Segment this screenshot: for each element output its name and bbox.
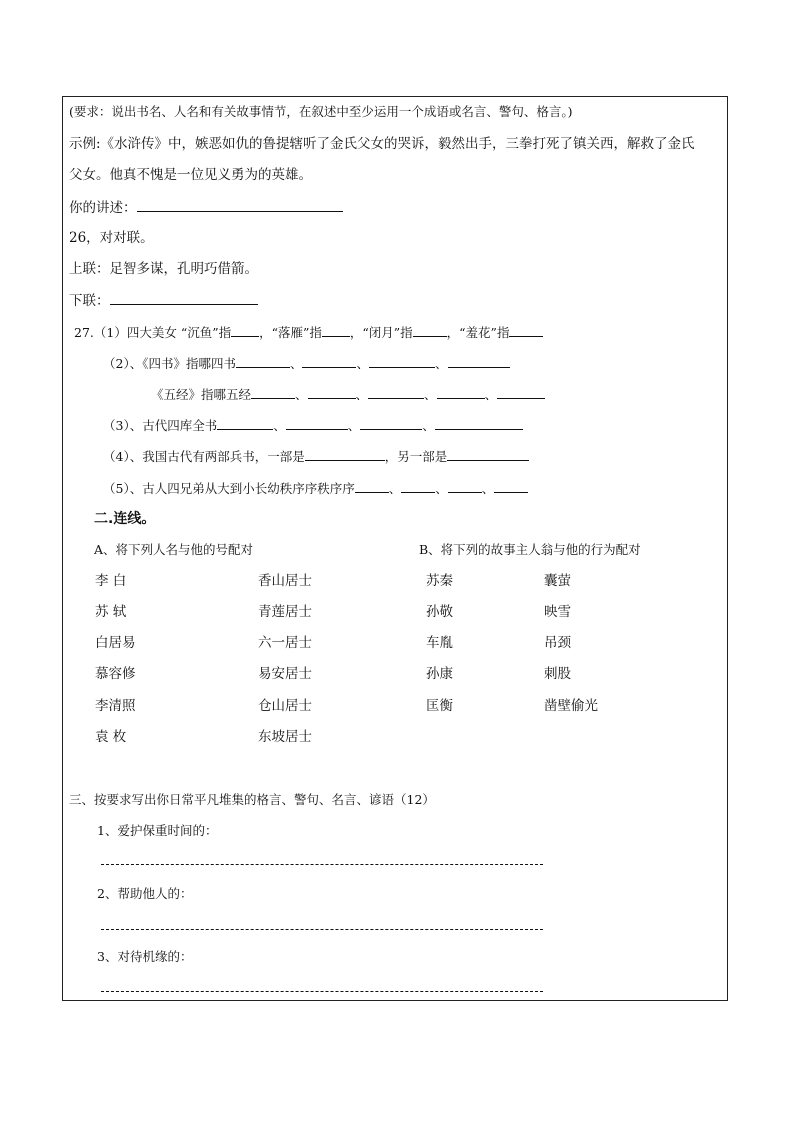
a-title-item[interactable]: 仓山居士 — [258, 698, 312, 714]
a-title-item[interactable]: 香山居士 — [258, 573, 312, 589]
b-person-item[interactable]: 孙敬 — [426, 604, 453, 620]
section-3-q1: 1、爱护保重时间的： — [97, 823, 218, 838]
a-name-item[interactable]: 袁 枚 — [95, 729, 127, 745]
brothers-blank-1[interactable] — [355, 479, 389, 493]
couplet-lower-label: 下联： — [69, 293, 110, 309]
a-title-item[interactable]: 青莲居士 — [258, 604, 312, 620]
section-2b-heading: B、将下列的故事主人翁与他的行为配对 — [419, 542, 641, 557]
four-books-blank-1[interactable] — [236, 354, 290, 368]
four-books-blank-3[interactable] — [369, 354, 435, 368]
q27-line-1 — [74, 323, 543, 342]
brothers-blank-3[interactable] — [448, 479, 482, 493]
q27-line-3: （3）、古代四库全书 、 、 、 — [103, 416, 523, 435]
four-books-label: （2）、《四书》指哪四书 — [103, 356, 236, 371]
b-action-item[interactable]: 吊颈 — [544, 635, 571, 651]
couplet-lower-blank[interactable] — [110, 291, 258, 305]
q27-line-2: （2）、《四书》指哪四书 、 、 、 — [103, 354, 510, 373]
b-person-item[interactable]: 孙康 — [426, 666, 453, 682]
q27-line-4 — [103, 447, 529, 466]
siku-label: （3）、古代四库全书 — [103, 418, 218, 433]
q27-prefix: 27.（1）四大美女 — [74, 325, 177, 340]
q27-xiuhua: ，“羞花”指 — [446, 325, 510, 340]
answer-line-2[interactable] — [101, 929, 543, 930]
b-action-item[interactable]: 映雪 — [544, 604, 571, 620]
answer-line-1[interactable] — [101, 864, 543, 865]
q27-chenyu: “沉鱼”指 — [180, 325, 232, 340]
a-name-item[interactable]: 慕容修 — [95, 666, 136, 682]
four-books-blank-4[interactable] — [448, 354, 510, 368]
a-name-item[interactable]: 李清照 — [95, 698, 136, 714]
b-person-item[interactable]: 车胤 — [426, 635, 453, 651]
b-action-item[interactable]: 凿壁偷光 — [544, 698, 598, 714]
bingshu-blank-2[interactable] — [447, 447, 529, 461]
brothers-blank-4[interactable] — [494, 479, 528, 493]
blank-luoyan[interactable] — [322, 323, 350, 337]
five-classics-blank-5[interactable] — [497, 385, 545, 399]
q27-biyue: ，“闭月”指 — [349, 325, 413, 340]
brothers-blank-2[interactable] — [401, 479, 435, 493]
siku-blank-1[interactable] — [217, 416, 273, 430]
section-2-title: 二.连线。 — [94, 511, 156, 527]
bingshu-blank-1[interactable] — [305, 447, 385, 461]
five-classics-label: 《五经》指哪五经 — [151, 387, 252, 402]
blank-biyue[interactable] — [413, 323, 447, 337]
couplet-upper: 上联：足智多谋，孔明巧借箭。 — [69, 261, 258, 277]
q27-line-5: （5）、古人四兄弟从大到小长幼秩序序秩序序 、 、 、 — [103, 479, 528, 498]
b-action-item[interactable]: 刺股 — [544, 666, 571, 682]
a-title-item[interactable]: 六一居士 — [258, 635, 312, 651]
bingshu-label-b: ，另一部是 — [384, 449, 448, 464]
answer-line-3[interactable] — [101, 991, 543, 992]
five-classics-blank-2[interactable] — [308, 385, 356, 399]
section-2a-heading: A、将下列人名与他的号配对 — [94, 542, 254, 557]
siku-blank-2[interactable] — [286, 416, 348, 430]
a-name-item[interactable]: 白居易 — [95, 635, 136, 651]
section-3-q2: 2、帮助他人的： — [97, 886, 193, 901]
a-title-item[interactable]: 东坡居士 — [258, 729, 312, 745]
a-name-item[interactable]: 李 白 — [95, 573, 127, 589]
example-line-2: 父女。他真不愧是一位见义勇为的英雄。 — [69, 167, 312, 183]
example-line-1: 示例:《水浒传》中，嫉恶如仇的鲁提辖听了金氏父女的哭诉，毅然出手，三拳打死了镇关西，解救了金氏 — [69, 136, 695, 152]
your-story-blank[interactable] — [137, 198, 343, 212]
your-story-line — [69, 198, 343, 217]
five-classics-blank-4[interactable] — [437, 385, 485, 399]
b-action-item[interactable]: 囊萤 — [544, 573, 571, 589]
five-classics-blank-1[interactable] — [251, 385, 295, 399]
requirement-text: (要求：说出书名、人名和有关故事情节，在叙述中至少运用一个成语或名言、警句、格言。) — [69, 104, 573, 119]
brothers-label: （5）、古人四兄弟从大到小长幼秩序序秩序序 — [103, 481, 355, 496]
blank-chenyu[interactable] — [231, 323, 259, 337]
q27-line-2b: 《五经》指哪五经 、 、 、 、 — [151, 385, 545, 404]
blank-xiuhua[interactable] — [509, 323, 543, 337]
five-classics-blank-3[interactable] — [368, 385, 424, 399]
your-story-label: 你的讲述： — [69, 200, 137, 216]
couplet-lower-line — [69, 291, 258, 310]
bingshu-label-a: （4）、我国古代有两部兵书，一部是 — [103, 449, 305, 464]
siku-blank-4[interactable] — [435, 416, 523, 430]
a-name-item[interactable]: 苏 轼 — [95, 604, 127, 620]
b-person-item[interactable]: 苏秦 — [426, 573, 453, 589]
q26-title: 26，对对联。 — [69, 230, 154, 246]
a-title-item[interactable]: 易安居士 — [258, 666, 312, 682]
section-3-title: 三、按要求写出你日常平凡堆集的格言、警句、名言、谚语（12） — [69, 792, 435, 807]
q27-luoyan: ，“落雁”指 — [259, 325, 322, 340]
four-books-blank-2[interactable] — [302, 354, 356, 368]
siku-blank-3[interactable] — [360, 416, 422, 430]
b-person-item[interactable]: 匡衡 — [426, 698, 453, 714]
section-3-q3: 3、对待机缘的： — [97, 949, 193, 964]
